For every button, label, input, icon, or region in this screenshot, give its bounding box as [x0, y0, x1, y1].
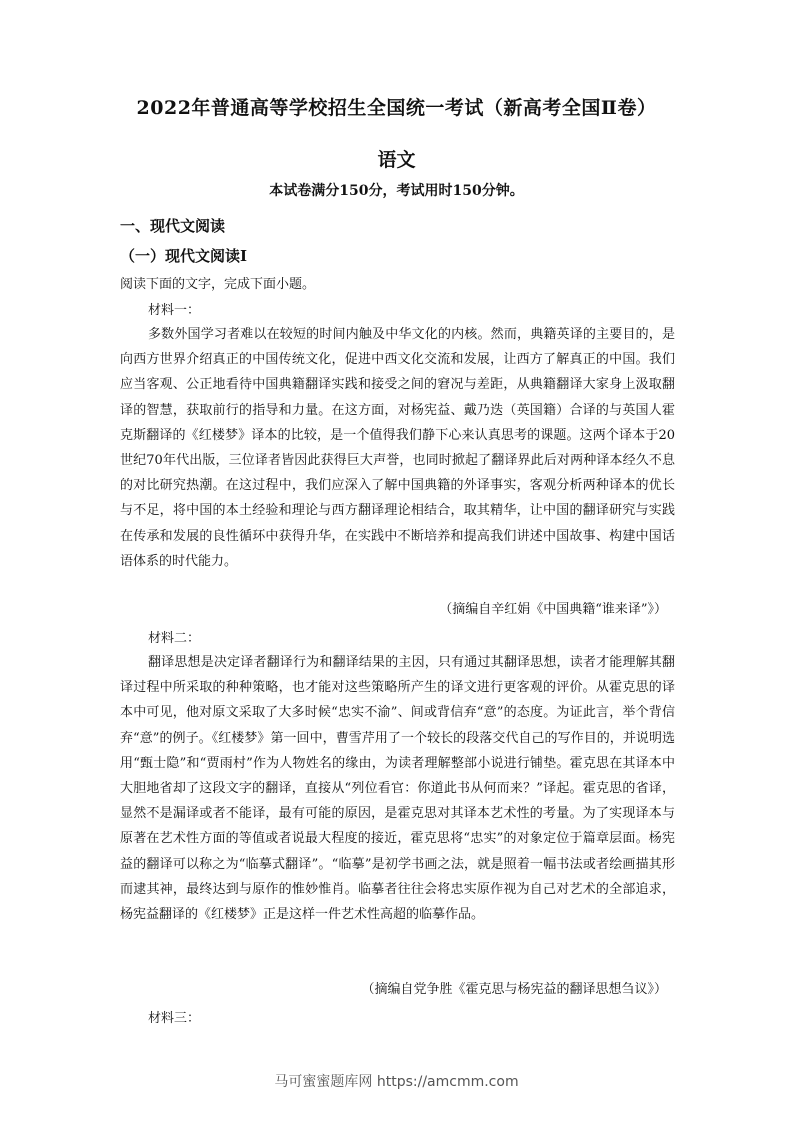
material-1-text: 多数外国学习者难以在较短的时间内触及中华文化的内核。然而，典籍英译的主要目的，是向西方世界介绍真正的中国传统文化，促进中西文化交流和发展，让西方了解真正的中国。我们应当客观、公正地看待中国典籍翻译实践和接受之间的窘况与差距，从典籍翻译大家身上汲取翻译的智慧，获取前行的指导和力量。在这方面，对杨宪益、戴乃迭（英国籍）合译的与英国人霍克斯翻译的《红楼梦》译本的比较，是一个值得我们静下心来认真思考的课题。这两个译本于20世纪70年代出版，三位译者皆因此获得巨大声誉，也同时掀起了翻译界此后对两种译本经久不息的对比研究热潮。在这过程中，我们应深入了解中国典籍的外译事实，客观分析两种译本的优长与不足，将中国的本土经验和理论与西方翻译理论相结合，取其精华，让中国的翻译研究与实践在传承和发展的良性循环中获得升华，在实践中不断培养和提高我们讲述中国故事、构建中国话语体系的时代能力。: [120, 327, 675, 569]
material-1-source: （摘编自辛红娟《中国典籍“谁来译”》）: [439, 602, 667, 617]
section-heading: 一、现代文阅读: [120, 217, 226, 235]
footer-watermark: 马可蜜蜜题库网 https://amcmm.com: [274, 1074, 519, 1090]
material-2-text: 翻译思想是决定译者翻译行为和翻译结果的主因，只有通过其翻译思想，读者才能理解其翻译过程中所采取的种种策略，也才能对这些策略所产生的译文进行更客观的评价。从霍克思的译本中可见，他对原文采取了大多时候“忠实不渝”、间或背信弃“意”的态度。为证此言，举个背信弃“意”的例子。《红楼梦》第一回中，曹雪芹用了一个较长的段落交代自己的写作目的，并说明选用“甄士隐”和“贾雨村”作为人物姓名的缘由，为读者理解整部小说进行铺垫。霍克思在其译本中大胆地省却了这段文字的翻译，直接从“列位看官：你道此书从何而来？”译起。霍克思的省译，显然不是漏译或者不能译，最有可能的原因，是霍克思对其译本艺术性的考量。为了实现译本与原著在艺术性方面的等值或者说最大程度的接近，霍克思将“忠实”的对象定位于篇章层面。杨宪益的翻译可以称之为“临摹式翻译”。“临摹”是初学书画之法，就是照着一幅书法或者绘画描其形而逮其神，最终达到与原作的惟妙惟肖。临摹者往往会将忠实原作视为自己对艺术的全部追求，杨宪益翻译的《红楼梦》正是这样一件艺术性高超的临摹作品。: [120, 655, 675, 923]
subsection-heading: （一）现代文阅读Ⅰ: [120, 247, 248, 265]
material-1-label: 材料一：: [148, 303, 201, 318]
material-3-label: 材料三：: [148, 1011, 201, 1026]
material-2-source: （摘编自党争胜《霍克思与杨宪益的翻译思想刍议》）: [361, 982, 667, 997]
subject-title: 语文: [377, 149, 416, 171]
reading-instruction: 阅读下面的文字，完成下面小题。: [120, 277, 316, 292]
exam-note: 本试卷满分150分，考试用时150分钟。: [269, 183, 524, 199]
exam-title: 2022年普通高等学校招生全国统一考试（新高考全国Ⅱ卷）: [136, 97, 657, 119]
material-2-label: 材料二：: [148, 631, 201, 646]
